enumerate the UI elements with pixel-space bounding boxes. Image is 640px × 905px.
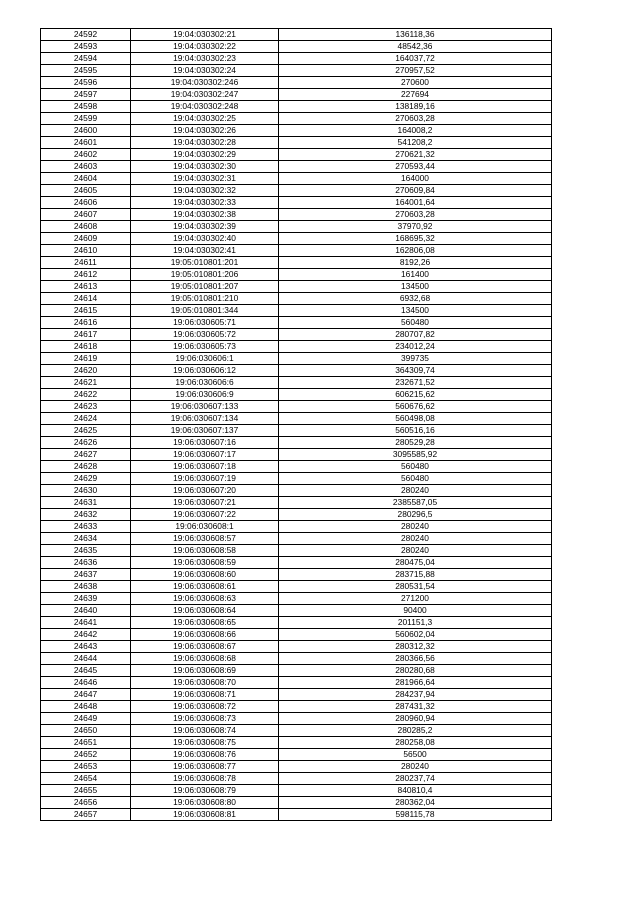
cadastral-number-cell: 19:04:030302:39	[131, 221, 279, 233]
cadastral-number-cell: 19:06:030606:9	[131, 389, 279, 401]
value-cell: 560676,62	[279, 401, 552, 413]
value-cell: 560480	[279, 473, 552, 485]
value-cell: 270593,44	[279, 161, 552, 173]
row-number-cell: 24654	[41, 773, 131, 785]
cadastral-number-cell: 19:06:030607:19	[131, 473, 279, 485]
table-row	[41, 53, 552, 65]
cadastral-number-cell: 19:06:030608:61	[131, 581, 279, 593]
cadastral-number-cell: 19:04:030302:30	[131, 161, 279, 173]
row-number-cell: 24621	[41, 377, 131, 389]
row-number-cell: 24618	[41, 341, 131, 353]
table-row	[41, 665, 552, 677]
row-number-cell: 24647	[41, 689, 131, 701]
table-row	[41, 269, 552, 281]
cadastral-number-cell: 19:04:030302:33	[131, 197, 279, 209]
cadastral-number-cell: 19:06:030608:69	[131, 665, 279, 677]
table-row	[41, 749, 552, 761]
value-cell: 284237,94	[279, 689, 552, 701]
table-row	[41, 365, 552, 377]
row-number-cell: 24598	[41, 101, 131, 113]
row-number-cell: 24648	[41, 701, 131, 713]
row-number-cell: 24653	[41, 761, 131, 773]
value-cell: 162806,08	[279, 245, 552, 257]
table-row	[41, 245, 552, 257]
value-cell: 280362,04	[279, 797, 552, 809]
value-cell: 399735	[279, 353, 552, 365]
value-cell: 280285,2	[279, 725, 552, 737]
table-row	[41, 101, 552, 113]
value-cell: 232671,52	[279, 377, 552, 389]
cadastral-number-cell: 19:04:030302:22	[131, 41, 279, 53]
value-cell: 840810,4	[279, 785, 552, 797]
value-cell: 560480	[279, 317, 552, 329]
cadastral-number-cell: 19:06:030608:64	[131, 605, 279, 617]
cadastral-number-cell: 19:04:030302:41	[131, 245, 279, 257]
row-number-cell: 24642	[41, 629, 131, 641]
row-number-cell: 24605	[41, 185, 131, 197]
cadastral-number-cell: 19:06:030608:59	[131, 557, 279, 569]
table-row	[41, 545, 552, 557]
value-cell: 280240	[279, 485, 552, 497]
value-cell: 287431,32	[279, 701, 552, 713]
value-cell: 136118,36	[279, 29, 552, 41]
value-cell: 164001,64	[279, 197, 552, 209]
table-row	[41, 137, 552, 149]
cadastral-number-cell: 19:05:010801:210	[131, 293, 279, 305]
value-cell: 168695,32	[279, 233, 552, 245]
table-row	[41, 281, 552, 293]
row-number-cell: 24650	[41, 725, 131, 737]
value-cell: 280529,28	[279, 437, 552, 449]
table-row	[41, 89, 552, 101]
value-cell: 606215,62	[279, 389, 552, 401]
row-number-cell: 24639	[41, 593, 131, 605]
table-row	[41, 533, 552, 545]
cadastral-number-cell: 19:05:010801:344	[131, 305, 279, 317]
row-number-cell: 24636	[41, 557, 131, 569]
row-number-cell: 24635	[41, 545, 131, 557]
row-number-cell: 24628	[41, 461, 131, 473]
value-cell: 560480	[279, 461, 552, 473]
row-number-cell: 24640	[41, 605, 131, 617]
row-number-cell: 24641	[41, 617, 131, 629]
cadastral-number-cell: 19:06:030607:16	[131, 437, 279, 449]
value-cell: 164008,2	[279, 125, 552, 137]
table-row	[41, 497, 552, 509]
row-number-cell: 24632	[41, 509, 131, 521]
row-number-cell: 24652	[41, 749, 131, 761]
value-cell: 281966,64	[279, 677, 552, 689]
value-cell: 280240	[279, 545, 552, 557]
cadastral-number-cell: 19:04:030302:24	[131, 65, 279, 77]
value-cell: 541208,2	[279, 137, 552, 149]
row-number-cell: 24644	[41, 653, 131, 665]
table-row	[41, 149, 552, 161]
cadastral-number-cell: 19:06:030608:70	[131, 677, 279, 689]
table-row	[41, 197, 552, 209]
cadastral-number-cell: 19:06:030608:1	[131, 521, 279, 533]
table-row	[41, 725, 552, 737]
cadastral-number-cell: 19:04:030302:31	[131, 173, 279, 185]
cadastral-number-cell: 19:05:010801:201	[131, 257, 279, 269]
cadastral-number-cell: 19:06:030608:79	[131, 785, 279, 797]
table-row	[41, 377, 552, 389]
cadastral-number-cell: 19:04:030302:28	[131, 137, 279, 149]
row-number-cell: 24597	[41, 89, 131, 101]
row-number-cell: 24651	[41, 737, 131, 749]
row-number-cell: 24601	[41, 137, 131, 149]
value-cell: 280237,74	[279, 773, 552, 785]
cadastral-number-cell: 19:04:030302:26	[131, 125, 279, 137]
row-number-cell: 24595	[41, 65, 131, 77]
cadastral-number-cell: 19:06:030607:133	[131, 401, 279, 413]
table-row	[41, 413, 552, 425]
row-number-cell: 24643	[41, 641, 131, 653]
row-number-cell: 24606	[41, 197, 131, 209]
row-number-cell: 24593	[41, 41, 131, 53]
table-row	[41, 233, 552, 245]
table-row	[41, 449, 552, 461]
table-row	[41, 761, 552, 773]
row-number-cell: 24634	[41, 533, 131, 545]
value-cell: 280312,32	[279, 641, 552, 653]
cadastral-number-cell: 19:06:030607:17	[131, 449, 279, 461]
row-number-cell: 24645	[41, 665, 131, 677]
cadastral-number-cell: 19:06:030608:77	[131, 761, 279, 773]
row-number-cell: 24627	[41, 449, 131, 461]
table-row	[41, 221, 552, 233]
table-row	[41, 617, 552, 629]
value-cell: 270609,84	[279, 185, 552, 197]
cadastral-number-cell: 19:06:030607:20	[131, 485, 279, 497]
cadastral-number-cell: 19:06:030607:21	[131, 497, 279, 509]
table-row	[41, 125, 552, 137]
cadastral-number-cell: 19:06:030608:73	[131, 713, 279, 725]
table-row	[41, 677, 552, 689]
cadastral-number-cell: 19:06:030607:18	[131, 461, 279, 473]
row-number-cell: 24603	[41, 161, 131, 173]
value-cell: 138189,16	[279, 101, 552, 113]
table-row	[41, 161, 552, 173]
table-row	[41, 809, 552, 821]
row-number-cell: 24624	[41, 413, 131, 425]
cadastral-number-cell: 19:06:030606:1	[131, 353, 279, 365]
cadastral-number-cell: 19:04:030302:40	[131, 233, 279, 245]
value-cell: 280366,56	[279, 653, 552, 665]
cadastral-number-cell: 19:04:030302:247	[131, 89, 279, 101]
value-cell: 234012,24	[279, 341, 552, 353]
row-number-cell: 24657	[41, 809, 131, 821]
cadastral-number-cell: 19:04:030302:29	[131, 149, 279, 161]
table-row	[41, 257, 552, 269]
cadastral-number-cell: 19:06:030607:22	[131, 509, 279, 521]
cadastral-number-cell: 19:06:030608:81	[131, 809, 279, 821]
cadastral-number-cell: 19:04:030302:23	[131, 53, 279, 65]
value-cell: 270621,32	[279, 149, 552, 161]
table-row	[41, 473, 552, 485]
value-cell: 560516,16	[279, 425, 552, 437]
row-number-cell: 24609	[41, 233, 131, 245]
table-row	[41, 797, 552, 809]
value-cell: 280960,94	[279, 713, 552, 725]
value-cell: 280240	[279, 761, 552, 773]
cadastral-number-cell: 19:06:030605:73	[131, 341, 279, 353]
table-row	[41, 713, 552, 725]
cadastral-number-cell: 19:06:030608:75	[131, 737, 279, 749]
table-row	[41, 485, 552, 497]
table-row	[41, 65, 552, 77]
cadastral-number-cell: 19:06:030608:63	[131, 593, 279, 605]
table-row	[41, 29, 552, 41]
table-row	[41, 425, 552, 437]
value-cell: 6932,68	[279, 293, 552, 305]
table-row	[41, 521, 552, 533]
row-number-cell: 24615	[41, 305, 131, 317]
row-number-cell: 24600	[41, 125, 131, 137]
value-cell: 270603,28	[279, 113, 552, 125]
row-number-cell: 24633	[41, 521, 131, 533]
value-cell: 2385587,05	[279, 497, 552, 509]
value-cell: 283715,88	[279, 569, 552, 581]
value-cell: 280258,08	[279, 737, 552, 749]
cadastral-number-cell: 19:06:030606:12	[131, 365, 279, 377]
row-number-cell: 24602	[41, 149, 131, 161]
cadastral-number-cell: 19:06:030608:58	[131, 545, 279, 557]
value-cell: 280240	[279, 521, 552, 533]
row-number-cell: 24611	[41, 257, 131, 269]
table-row	[41, 77, 552, 89]
table-row	[41, 185, 552, 197]
value-cell: 271200	[279, 593, 552, 605]
cadastral-number-cell: 19:06:030607:134	[131, 413, 279, 425]
value-cell: 56500	[279, 749, 552, 761]
table-row	[41, 785, 552, 797]
table-row	[41, 701, 552, 713]
table-row	[41, 557, 552, 569]
cadastral-number-cell: 19:04:030302:25	[131, 113, 279, 125]
cadastral-number-cell: 19:06:030608:68	[131, 653, 279, 665]
row-number-cell: 24594	[41, 53, 131, 65]
cadastral-number-cell: 19:06:030608:60	[131, 569, 279, 581]
document-page	[40, 28, 551, 821]
cadastral-number-cell: 19:04:030302:246	[131, 77, 279, 89]
cadastral-number-cell: 19:06:030608:71	[131, 689, 279, 701]
value-cell: 161400	[279, 269, 552, 281]
cadastral-number-cell: 19:06:030608:76	[131, 749, 279, 761]
cadastral-number-cell: 19:06:030608:67	[131, 641, 279, 653]
table-row	[41, 401, 552, 413]
table-row	[41, 437, 552, 449]
table-row	[41, 293, 552, 305]
table-row	[41, 689, 552, 701]
value-cell: 227694	[279, 89, 552, 101]
cadastral-number-cell: 19:06:030606:6	[131, 377, 279, 389]
row-number-cell: 24626	[41, 437, 131, 449]
cadastral-number-cell: 19:06:030608:78	[131, 773, 279, 785]
table-row	[41, 641, 552, 653]
value-cell: 37970,92	[279, 221, 552, 233]
row-number-cell: 24613	[41, 281, 131, 293]
table-row	[41, 209, 552, 221]
value-cell: 280707,82	[279, 329, 552, 341]
value-cell: 270603,28	[279, 209, 552, 221]
row-number-cell: 24620	[41, 365, 131, 377]
table-row	[41, 329, 552, 341]
table-row	[41, 353, 552, 365]
cadastral-number-cell: 19:06:030605:72	[131, 329, 279, 341]
value-cell: 270600	[279, 77, 552, 89]
table-row	[41, 605, 552, 617]
row-number-cell: 24655	[41, 785, 131, 797]
row-number-cell: 24623	[41, 401, 131, 413]
cadastral-number-cell: 19:06:030608:65	[131, 617, 279, 629]
cadastral-number-cell: 19:06:030608:74	[131, 725, 279, 737]
value-cell: 270957,52	[279, 65, 552, 77]
table-row	[41, 509, 552, 521]
cadastral-number-cell: 19:04:030302:248	[131, 101, 279, 113]
cadastral-number-cell: 19:04:030302:32	[131, 185, 279, 197]
table-row	[41, 317, 552, 329]
table-row	[41, 737, 552, 749]
cadastral-number-cell: 19:04:030302:38	[131, 209, 279, 221]
row-number-cell: 24592	[41, 29, 131, 41]
value-cell: 134500	[279, 281, 552, 293]
value-cell: 90400	[279, 605, 552, 617]
row-number-cell: 24608	[41, 221, 131, 233]
value-cell: 280475,04	[279, 557, 552, 569]
table-row	[41, 41, 552, 53]
row-number-cell: 24631	[41, 497, 131, 509]
row-number-cell: 24638	[41, 581, 131, 593]
cadastral-number-cell: 19:06:030608:57	[131, 533, 279, 545]
row-number-cell: 24610	[41, 245, 131, 257]
cadastral-number-cell: 19:06:030608:66	[131, 629, 279, 641]
row-number-cell: 24619	[41, 353, 131, 365]
table-row	[41, 593, 552, 605]
value-cell: 134500	[279, 305, 552, 317]
value-cell: 280280,68	[279, 665, 552, 677]
row-number-cell: 24599	[41, 113, 131, 125]
value-cell: 164037,72	[279, 53, 552, 65]
table-row	[41, 569, 552, 581]
row-number-cell: 24596	[41, 77, 131, 89]
row-number-cell: 24612	[41, 269, 131, 281]
row-number-cell: 24614	[41, 293, 131, 305]
table-row	[41, 773, 552, 785]
row-number-cell: 24646	[41, 677, 131, 689]
table-row	[41, 653, 552, 665]
table-row	[41, 581, 552, 593]
value-cell: 560602,04	[279, 629, 552, 641]
cadastral-number-cell: 19:06:030607:137	[131, 425, 279, 437]
row-number-cell: 24622	[41, 389, 131, 401]
row-number-cell: 24649	[41, 713, 131, 725]
value-cell: 598115,78	[279, 809, 552, 821]
value-cell: 3095585,92	[279, 449, 552, 461]
table-row	[41, 113, 552, 125]
row-number-cell: 24617	[41, 329, 131, 341]
value-cell: 560498,08	[279, 413, 552, 425]
value-cell: 201151,3	[279, 617, 552, 629]
row-number-cell: 24637	[41, 569, 131, 581]
row-number-cell: 24629	[41, 473, 131, 485]
row-number-cell: 24656	[41, 797, 131, 809]
cadastral-number-cell: 19:06:030608:72	[131, 701, 279, 713]
row-number-cell: 24625	[41, 425, 131, 437]
row-number-cell: 24607	[41, 209, 131, 221]
value-cell: 164000	[279, 173, 552, 185]
table-body	[41, 29, 552, 821]
row-number-cell: 24630	[41, 485, 131, 497]
table-row	[41, 461, 552, 473]
value-cell: 364309,74	[279, 365, 552, 377]
table-row	[41, 305, 552, 317]
data-table	[40, 28, 552, 821]
cadastral-number-cell: 19:05:010801:207	[131, 281, 279, 293]
table-row	[41, 173, 552, 185]
cadastral-number-cell: 19:04:030302:21	[131, 29, 279, 41]
value-cell: 48542,36	[279, 41, 552, 53]
table-row	[41, 341, 552, 353]
value-cell: 8192,26	[279, 257, 552, 269]
row-number-cell: 24616	[41, 317, 131, 329]
cadastral-number-cell: 19:06:030608:80	[131, 797, 279, 809]
cadastral-number-cell: 19:06:030605:71	[131, 317, 279, 329]
value-cell: 280296,5	[279, 509, 552, 521]
value-cell: 280531,54	[279, 581, 552, 593]
table-row	[41, 629, 552, 641]
row-number-cell: 24604	[41, 173, 131, 185]
table-row	[41, 389, 552, 401]
cadastral-number-cell: 19:05:010801:206	[131, 269, 279, 281]
value-cell: 280240	[279, 533, 552, 545]
